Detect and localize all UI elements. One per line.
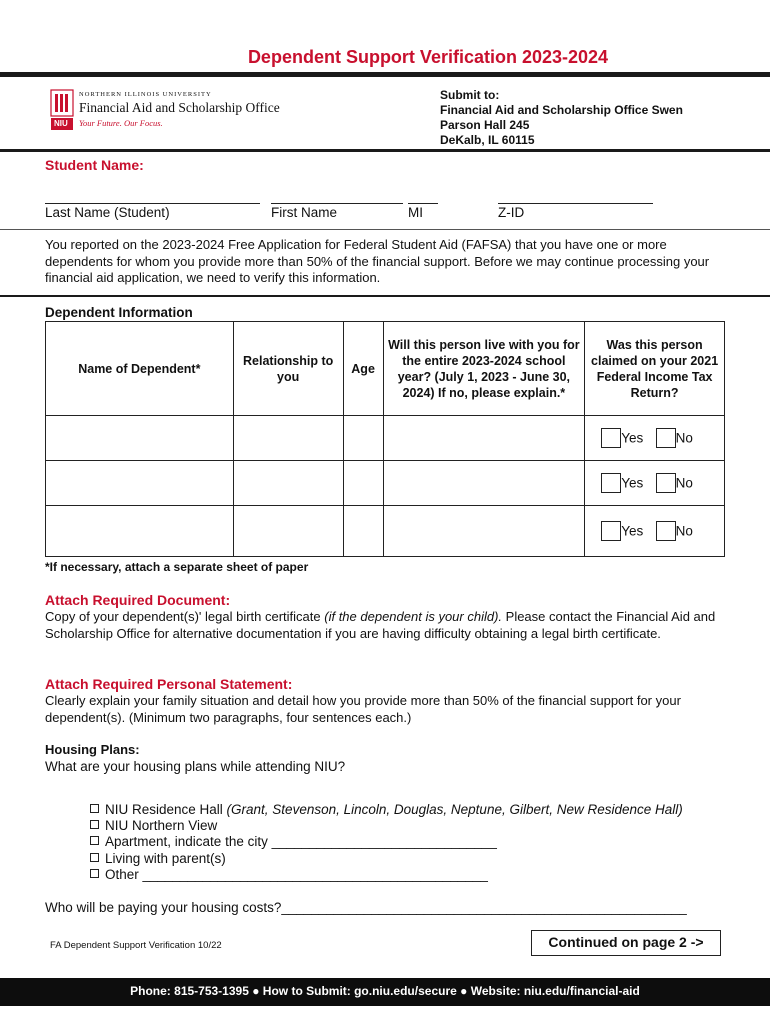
form-id: FA Dependent Support Verification 10/22 bbox=[50, 940, 222, 951]
no-checkbox[interactable] bbox=[656, 521, 676, 541]
attach-document-heading: Attach Required Document: bbox=[45, 592, 231, 608]
housing-option-other bbox=[90, 867, 683, 883]
submit-label: Submit to: bbox=[440, 88, 500, 102]
table-header-row bbox=[46, 322, 725, 416]
dependent-info-heading: Dependent Information bbox=[45, 305, 193, 320]
parents-checkbox[interactable] bbox=[90, 853, 99, 862]
yes-checkbox[interactable] bbox=[601, 428, 621, 448]
mi-field[interactable] bbox=[408, 203, 438, 204]
relationship-cell[interactable] bbox=[233, 506, 343, 557]
col-header-age: Age bbox=[343, 322, 383, 416]
zid-field[interactable] bbox=[498, 203, 653, 204]
northern-view-label: NIU Northern View bbox=[105, 818, 218, 834]
attach-statement-text: Clearly explain your family situation and detail how you provide more than 50% of the financial support for your dependent(s). (Minimum two paragraphs, four sentences each.) bbox=[45, 693, 681, 725]
relationship-cell[interactable] bbox=[233, 416, 343, 461]
live-with-cell[interactable] bbox=[383, 461, 585, 506]
dependent-name-cell[interactable] bbox=[46, 461, 234, 506]
housing-question: What are your housing plans while attending NIU? bbox=[45, 759, 346, 774]
continued-box: Continued on page 2 -> bbox=[531, 930, 721, 956]
logo-office: Financial Aid and Scholarship Office bbox=[79, 100, 280, 115]
page-title: Dependent Support Verification 2023-2024 bbox=[247, 47, 609, 67]
section-rule-1 bbox=[0, 149, 770, 152]
first-name-label: First Name bbox=[271, 205, 338, 220]
no-label: No bbox=[675, 523, 693, 539]
submit-line3: DeKalb, IL 60115 bbox=[440, 133, 535, 147]
mi-label: MI bbox=[408, 205, 423, 220]
claimed-cell bbox=[585, 461, 725, 506]
dependent-table bbox=[45, 321, 725, 557]
housing-heading: Housing Plans: bbox=[45, 742, 140, 757]
age-cell[interactable] bbox=[343, 416, 383, 461]
age-cell[interactable] bbox=[343, 461, 383, 506]
logo-tagline: Your Future. Our Focus. bbox=[79, 118, 163, 128]
claimed-cell bbox=[585, 506, 725, 557]
parents-label: Living with parent(s) bbox=[105, 850, 226, 866]
housing-costs-question: Who will be paying your housing costs?______________________________________________________ bbox=[45, 900, 687, 915]
yes-checkbox[interactable] bbox=[601, 473, 621, 493]
apartment-checkbox[interactable] bbox=[90, 836, 99, 845]
section-rule-2 bbox=[0, 229, 770, 230]
no-checkbox[interactable] bbox=[656, 428, 676, 448]
col-header-live-with: Will this person live with you for the entire 2023-2024 school year? (July 1, 2023 - June 30, 2024) If no, please explain.* bbox=[383, 322, 585, 416]
residence-hall-checkbox[interactable] bbox=[90, 804, 99, 813]
table-row bbox=[46, 461, 725, 506]
dependent-name-cell[interactable] bbox=[46, 506, 234, 557]
last-name-label: Last Name (Student) bbox=[45, 205, 170, 220]
age-cell[interactable] bbox=[343, 506, 383, 557]
housing-option-apartment bbox=[90, 834, 683, 850]
housing-option-residence-hall bbox=[90, 802, 683, 818]
other-checkbox[interactable] bbox=[90, 869, 99, 878]
section-rule-3 bbox=[0, 295, 770, 297]
live-with-cell[interactable] bbox=[383, 416, 585, 461]
table-row bbox=[46, 416, 725, 461]
attach-doc-text2: Please contact the Financial Aid and Scholarship Office for alternative documentation if you are having difficulty obtaining a legal birth certificate. bbox=[45, 609, 716, 641]
other-label: Other ______________________________________________ bbox=[105, 866, 488, 882]
attach-document-text bbox=[45, 609, 725, 642]
niu-logo bbox=[48, 88, 78, 132]
attach-doc-text1: Copy of your dependent(s)' legal birth certificate bbox=[45, 609, 325, 624]
yes-label: Yes bbox=[621, 475, 644, 491]
northern-view-checkbox[interactable] bbox=[90, 820, 99, 829]
yes-label: Yes bbox=[621, 523, 644, 539]
first-name-field[interactable] bbox=[271, 203, 403, 204]
attach-sheet-note: *If necessary, attach a separate sheet of paper bbox=[45, 560, 309, 574]
header-rule bbox=[0, 72, 770, 77]
col-header-claimed: Was this person claimed on your 2021 Federal Income Tax Return? bbox=[585, 322, 725, 416]
residence-hall-label: NIU Residence Hall bbox=[105, 802, 227, 817]
col-header-relationship: Relationship to you bbox=[233, 322, 343, 416]
yes-label: Yes bbox=[621, 430, 644, 446]
submit-line1: Financial Aid and Scholarship Office Swen bbox=[440, 103, 683, 117]
no-label: No bbox=[675, 475, 693, 491]
col-header-name: Name of Dependent* bbox=[46, 322, 234, 416]
apartment-label: Apartment, indicate the city ______________________________ bbox=[105, 834, 497, 850]
claimed-cell bbox=[585, 416, 725, 461]
attach-statement-heading: Attach Required Personal Statement: bbox=[45, 676, 293, 692]
submit-to-block bbox=[440, 88, 683, 148]
zid-label: Z-ID bbox=[498, 205, 525, 220]
footer-bar: Phone: 815-753-1395 ● How to Submit: go.niu.edu/secure ● Website: niu.edu/financial-aid bbox=[0, 978, 770, 1006]
yes-checkbox[interactable] bbox=[601, 521, 621, 541]
no-label: No bbox=[675, 430, 693, 446]
last-name-field[interactable] bbox=[45, 203, 260, 204]
student-name-heading: Student Name: bbox=[45, 157, 144, 173]
no-checkbox[interactable] bbox=[656, 473, 676, 493]
live-with-cell[interactable] bbox=[383, 506, 585, 557]
housing-option-parents bbox=[90, 851, 683, 867]
logo-mark: NIU bbox=[54, 119, 68, 128]
relationship-cell[interactable] bbox=[233, 461, 343, 506]
intro-paragraph: You reported on the 2023-2024 Free Application for Federal Student Aid (FAFSA) that you have one or more dependents for whom you provide more than 50% of the financial support. Before we may continue processing your financial aid application, we need to verify this information. bbox=[45, 237, 710, 285]
logo-university: NORTHERN ILLINOIS UNIVERSITY bbox=[79, 91, 212, 98]
submit-line2: Parson Hall 245 bbox=[440, 118, 530, 132]
housing-option-northern-view bbox=[90, 818, 683, 834]
attach-doc-italic: (if the dependent is your child). bbox=[324, 609, 503, 624]
table-row bbox=[46, 506, 725, 557]
dependent-name-cell[interactable] bbox=[46, 416, 234, 461]
housing-options bbox=[90, 802, 683, 883]
residence-hall-names: (Grant, Stevenson, Lincoln, Douglas, Neptune, Gilbert, New Residence Hall) bbox=[226, 802, 683, 817]
